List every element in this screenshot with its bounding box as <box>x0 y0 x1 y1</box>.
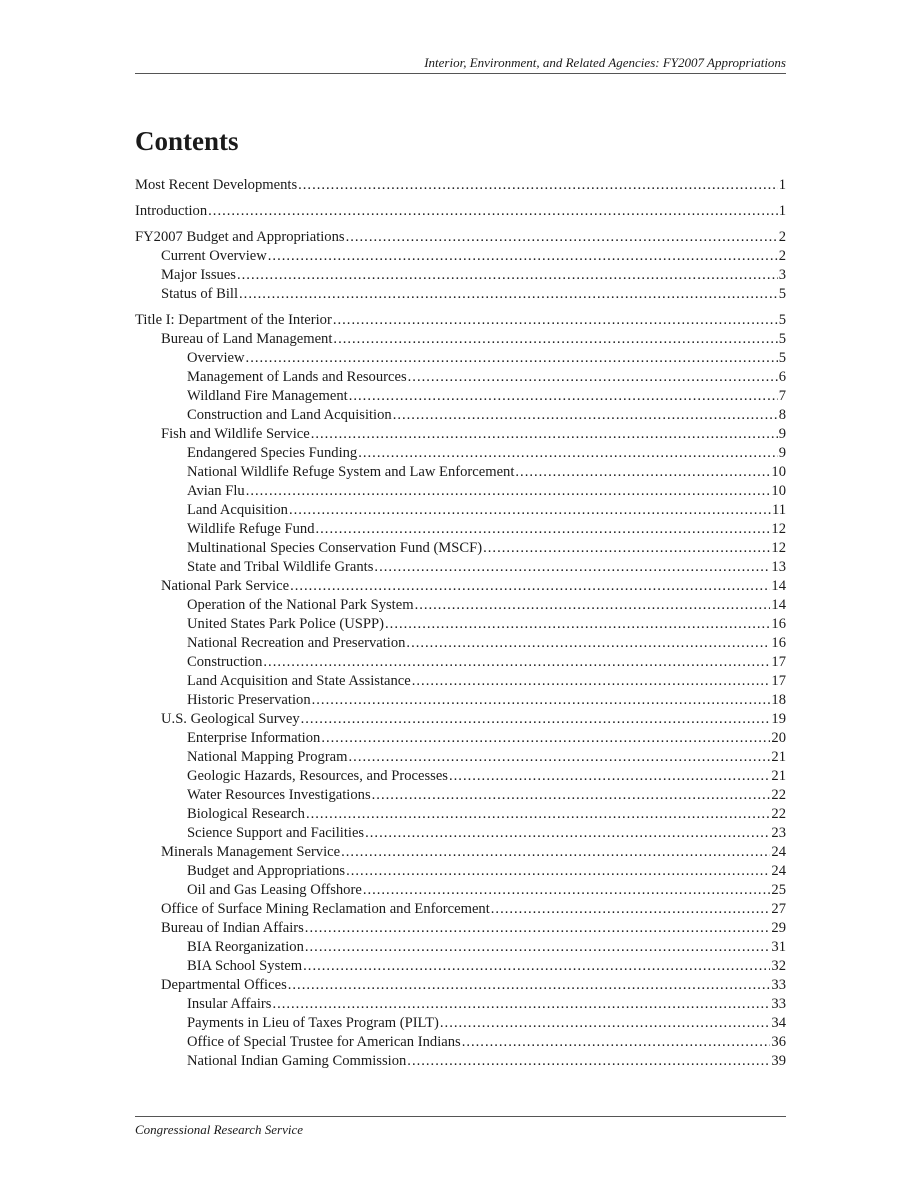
toc-entry-page: 36 <box>771 1034 786 1050</box>
toc-entry-page: 34 <box>771 1015 786 1031</box>
toc-entry-title: BIA Reorganization <box>187 939 304 955</box>
toc-entry-page: 5 <box>778 312 786 328</box>
toc-entry-page: 8 <box>778 407 786 423</box>
toc-entry-page: 31 <box>771 939 786 955</box>
toc-dot-leader <box>305 919 771 938</box>
toc-entry-title: BIA School System <box>187 958 303 974</box>
toc-entry-page: 12 <box>771 521 786 537</box>
toc-entry[interactable] <box>135 995 786 1014</box>
toc-entry-page: 23 <box>771 825 786 841</box>
toc-entry-page: 32 <box>771 958 786 974</box>
toc-entry[interactable] <box>135 596 786 615</box>
toc-entry-title: Land Acquisition and State Assistance <box>187 673 411 689</box>
toc-entry[interactable] <box>135 900 786 919</box>
toc-entry-page: 17 <box>771 673 786 689</box>
toc-entry-page: 24 <box>771 863 786 879</box>
toc-entry-title: Bureau of Indian Affairs <box>161 920 304 936</box>
toc-entry[interactable] <box>135 266 786 285</box>
toc-dot-leader <box>358 444 777 463</box>
toc-entry-title: Overview <box>187 350 245 366</box>
toc-entry-page: 11 <box>771 502 786 518</box>
toc-dot-leader <box>303 957 770 976</box>
toc-entry-title: Title I: Department of the Interior <box>135 312 332 328</box>
toc-entry[interactable] <box>135 444 786 463</box>
toc-dot-leader <box>372 786 771 805</box>
toc-entry[interactable] <box>135 349 786 368</box>
toc-entry[interactable] <box>135 938 786 957</box>
toc-entry-page: 22 <box>771 787 786 803</box>
toc-entry-title: National Indian Gaming Commission <box>187 1053 407 1069</box>
toc-entry-title: Avian Flu <box>187 483 245 499</box>
toc-dot-leader <box>333 330 777 349</box>
toc-dot-leader <box>316 520 771 539</box>
toc-entry[interactable] <box>135 976 786 995</box>
toc-dot-leader <box>239 285 778 304</box>
toc-entry-title: Introduction <box>135 203 208 219</box>
toc-entry[interactable] <box>135 653 786 672</box>
toc-entry-page: 9 <box>778 426 786 442</box>
toc-dot-leader <box>365 824 770 843</box>
toc-entry-page: 16 <box>771 635 786 651</box>
toc-entry-page: 20 <box>771 730 786 746</box>
toc-entry[interactable] <box>135 862 786 881</box>
toc-dot-leader <box>415 596 771 615</box>
toc-entry[interactable] <box>135 482 786 501</box>
toc-dot-leader <box>272 995 770 1014</box>
toc-entry-title: Historic Preservation <box>187 692 311 708</box>
toc-entry-title: Budget and Appropriations <box>187 863 346 879</box>
toc-entry[interactable] <box>135 881 786 900</box>
toc-entry-title: Current Overview <box>161 248 267 264</box>
toc-entry-title: Biological Research <box>187 806 305 822</box>
toc-dot-leader <box>406 634 770 653</box>
toc-entry-title: Construction <box>187 654 263 670</box>
toc-entry[interactable] <box>135 767 786 786</box>
toc-entry[interactable] <box>135 228 786 247</box>
toc-dot-leader <box>408 368 778 387</box>
toc-dot-leader <box>515 463 770 482</box>
toc-entry-page: 6 <box>778 369 786 385</box>
toc-entry-page: 17 <box>771 654 786 670</box>
toc-dot-leader <box>483 539 770 558</box>
toc-dot-leader <box>349 748 771 767</box>
toc-dot-leader <box>349 387 778 406</box>
toc-entry-page: 3 <box>778 267 786 283</box>
toc-dot-leader <box>393 406 778 425</box>
toc-entry-page: 18 <box>771 692 786 708</box>
page-title: Contents <box>135 126 239 156</box>
toc-entry-page: 10 <box>771 483 786 499</box>
toc-entry-page: 19 <box>771 711 786 727</box>
toc-dot-leader <box>449 767 770 786</box>
toc-entry-title: National Mapping Program <box>187 749 348 765</box>
toc-entry-page: 21 <box>771 768 786 784</box>
toc-entry[interactable] <box>135 691 786 710</box>
toc-entry-title: Land Acquisition <box>187 502 288 518</box>
toc-entry[interactable] <box>135 748 786 767</box>
toc-dot-leader <box>268 247 778 266</box>
toc-dot-leader <box>306 805 770 824</box>
toc-dot-leader <box>289 501 771 520</box>
toc-entry-page: 5 <box>778 331 786 347</box>
toc-entry-page: 21 <box>771 749 786 765</box>
toc-entry-page: 12 <box>771 540 786 556</box>
toc-entry-title: Wildlife Refuge Fund <box>187 521 315 537</box>
toc-dot-leader <box>333 311 778 330</box>
toc-entry-page: 14 <box>771 578 786 594</box>
toc-dot-leader <box>246 482 771 501</box>
toc-entry-title: Major Issues <box>161 267 236 283</box>
running-header-title: Interior, Environment, and Related Agencies: FY2007 Appropriations <box>424 55 786 70</box>
toc-entry-title: United States Park Police (USPP) <box>187 616 385 632</box>
toc-entry-title: Multinational Species Conservation Fund (MSCF) <box>187 540 483 556</box>
toc-entry-title: Minerals Management Service <box>161 844 341 860</box>
toc-entry[interactable] <box>135 1052 786 1071</box>
toc-dot-leader <box>298 176 778 195</box>
toc-entry-page: 14 <box>771 597 786 613</box>
toc-entry[interactable] <box>135 406 786 425</box>
toc-entry[interactable] <box>135 1033 786 1052</box>
toc-entry[interactable] <box>135 368 786 387</box>
toc-entry-page: 29 <box>771 920 786 936</box>
toc-entry-title: Oil and Gas Leasing Offshore <box>187 882 362 898</box>
toc-entry-title: Most Recent Developments <box>135 177 298 193</box>
toc-dot-leader <box>385 615 770 634</box>
toc-dot-leader <box>311 425 778 444</box>
toc-entry-page: 9 <box>778 445 786 461</box>
toc-entry-title: National Recreation and Preservation <box>187 635 406 651</box>
toc-entry[interactable] <box>135 843 786 862</box>
toc-entry-page: 2 <box>778 229 786 245</box>
toc-entry[interactable] <box>135 425 786 444</box>
toc-entry-title: Endangered Species Funding <box>187 445 358 461</box>
toc-entry-title: Enterprise Information <box>187 730 321 746</box>
toc-entry-page: 24 <box>771 844 786 860</box>
toc-dot-leader <box>363 881 771 900</box>
toc-entry-title: National Wildlife Refuge System and Law Enforcement <box>187 464 515 480</box>
toc-entry-title: Operation of the National Park System <box>187 597 414 613</box>
toc-entry[interactable] <box>135 615 786 634</box>
running-footer <box>135 1116 786 1138</box>
toc-entry-title: Office of Special Trustee for American Indians <box>187 1034 461 1050</box>
toc-entry-page: 13 <box>771 559 786 575</box>
toc-dot-leader <box>263 653 770 672</box>
toc-entry-title: Insular Affairs <box>187 996 272 1012</box>
toc-dot-leader <box>246 349 778 368</box>
toc-entry[interactable] <box>135 247 786 266</box>
toc-entry[interactable] <box>135 501 786 520</box>
toc-entry-title: Office of Surface Mining Reclamation and Enforcement <box>161 901 490 917</box>
toc-entry[interactable] <box>135 387 786 406</box>
toc-entry[interactable] <box>135 824 786 843</box>
toc-entry[interactable] <box>135 919 786 938</box>
toc-entry[interactable] <box>135 710 786 729</box>
toc-entry-title: FY2007 Budget and Appropriations <box>135 229 345 245</box>
toc-entry[interactable] <box>135 729 786 748</box>
toc-entry-title: U.S. Geological Survey <box>161 711 300 727</box>
toc-dot-leader <box>208 202 778 221</box>
toc-entry[interactable] <box>135 805 786 824</box>
toc-entry-page: 5 <box>778 350 786 366</box>
toc-dot-leader <box>288 976 771 995</box>
toc-entry-page: 7 <box>778 388 786 404</box>
toc-entry-title: Wildland Fire Management <box>187 388 348 404</box>
toc-dot-leader <box>312 691 771 710</box>
toc-entry-title: State and Tribal Wildlife Grants <box>187 559 374 575</box>
toc-entry-title: Bureau of Land Management <box>161 331 333 347</box>
toc-entry[interactable] <box>135 634 786 653</box>
toc-entry-page: 1 <box>778 177 786 193</box>
toc-dot-leader <box>237 266 778 285</box>
toc-entry[interactable] <box>135 285 786 304</box>
toc-entry[interactable] <box>135 957 786 976</box>
toc-entry-page: 22 <box>771 806 786 822</box>
toc-entry[interactable] <box>135 330 786 349</box>
toc-dot-leader <box>321 729 770 748</box>
toc-dot-leader <box>305 938 771 957</box>
toc-entry-page: 33 <box>771 996 786 1012</box>
toc-entry-title: Geologic Hazards, Resources, and Processes <box>187 768 448 784</box>
toc-entry-title: Payments in Lieu of Taxes Program (PILT) <box>187 1015 439 1031</box>
toc-entry[interactable] <box>135 176 786 195</box>
toc-entry[interactable] <box>135 1014 786 1033</box>
toc-entry-page: 27 <box>771 901 786 917</box>
toc-entry-page: 33 <box>771 977 786 993</box>
toc-dot-leader <box>346 862 770 881</box>
toc-entry-title: Water Resources Investigations <box>187 787 371 803</box>
toc-entry-page: 16 <box>771 616 786 632</box>
toc-entry[interactable] <box>135 539 786 558</box>
toc-dot-leader <box>346 228 778 247</box>
toc-entry[interactable] <box>135 463 786 482</box>
toc-entry[interactable] <box>135 672 786 691</box>
toc-dot-leader <box>374 558 770 577</box>
toc-entry-title: Status of Bill <box>161 286 239 302</box>
toc-entry-page: 5 <box>778 286 786 302</box>
toc-dot-leader <box>341 843 770 862</box>
toc-entry-title: Science Support and Facilities <box>187 825 365 841</box>
toc-entry-title: Fish and Wildlife Service <box>161 426 310 442</box>
running-footer-publisher: Congressional Research Service <box>135 1122 303 1137</box>
toc-entry-title: Construction and Land Acquisition <box>187 407 392 423</box>
toc-entry-page: 2 <box>778 248 786 264</box>
toc-dot-leader <box>491 900 771 919</box>
toc-entry[interactable] <box>135 311 786 330</box>
toc-entry-title: National Park Service <box>161 578 290 594</box>
toc-dot-leader <box>290 577 770 596</box>
toc-entry-title: Departmental Offices <box>161 977 287 993</box>
toc-entry-page: 39 <box>771 1053 786 1069</box>
toc-dot-leader <box>462 1033 771 1052</box>
toc-entry-page: 10 <box>771 464 786 480</box>
toc-dot-leader <box>407 1052 770 1071</box>
table-of-contents <box>135 176 786 1071</box>
toc-dot-leader <box>440 1014 771 1033</box>
toc-entry[interactable] <box>135 558 786 577</box>
running-header <box>135 55 786 74</box>
toc-dot-leader <box>412 672 771 691</box>
toc-dot-leader <box>301 710 771 729</box>
toc-entry-title: Management of Lands and Resources <box>187 369 407 385</box>
toc-entry-page: 1 <box>778 203 786 219</box>
toc-entry[interactable] <box>135 786 786 805</box>
toc-entry[interactable] <box>135 577 786 596</box>
toc-entry[interactable] <box>135 202 786 221</box>
toc-entry[interactable] <box>135 520 786 539</box>
toc-entry-page: 25 <box>771 882 786 898</box>
